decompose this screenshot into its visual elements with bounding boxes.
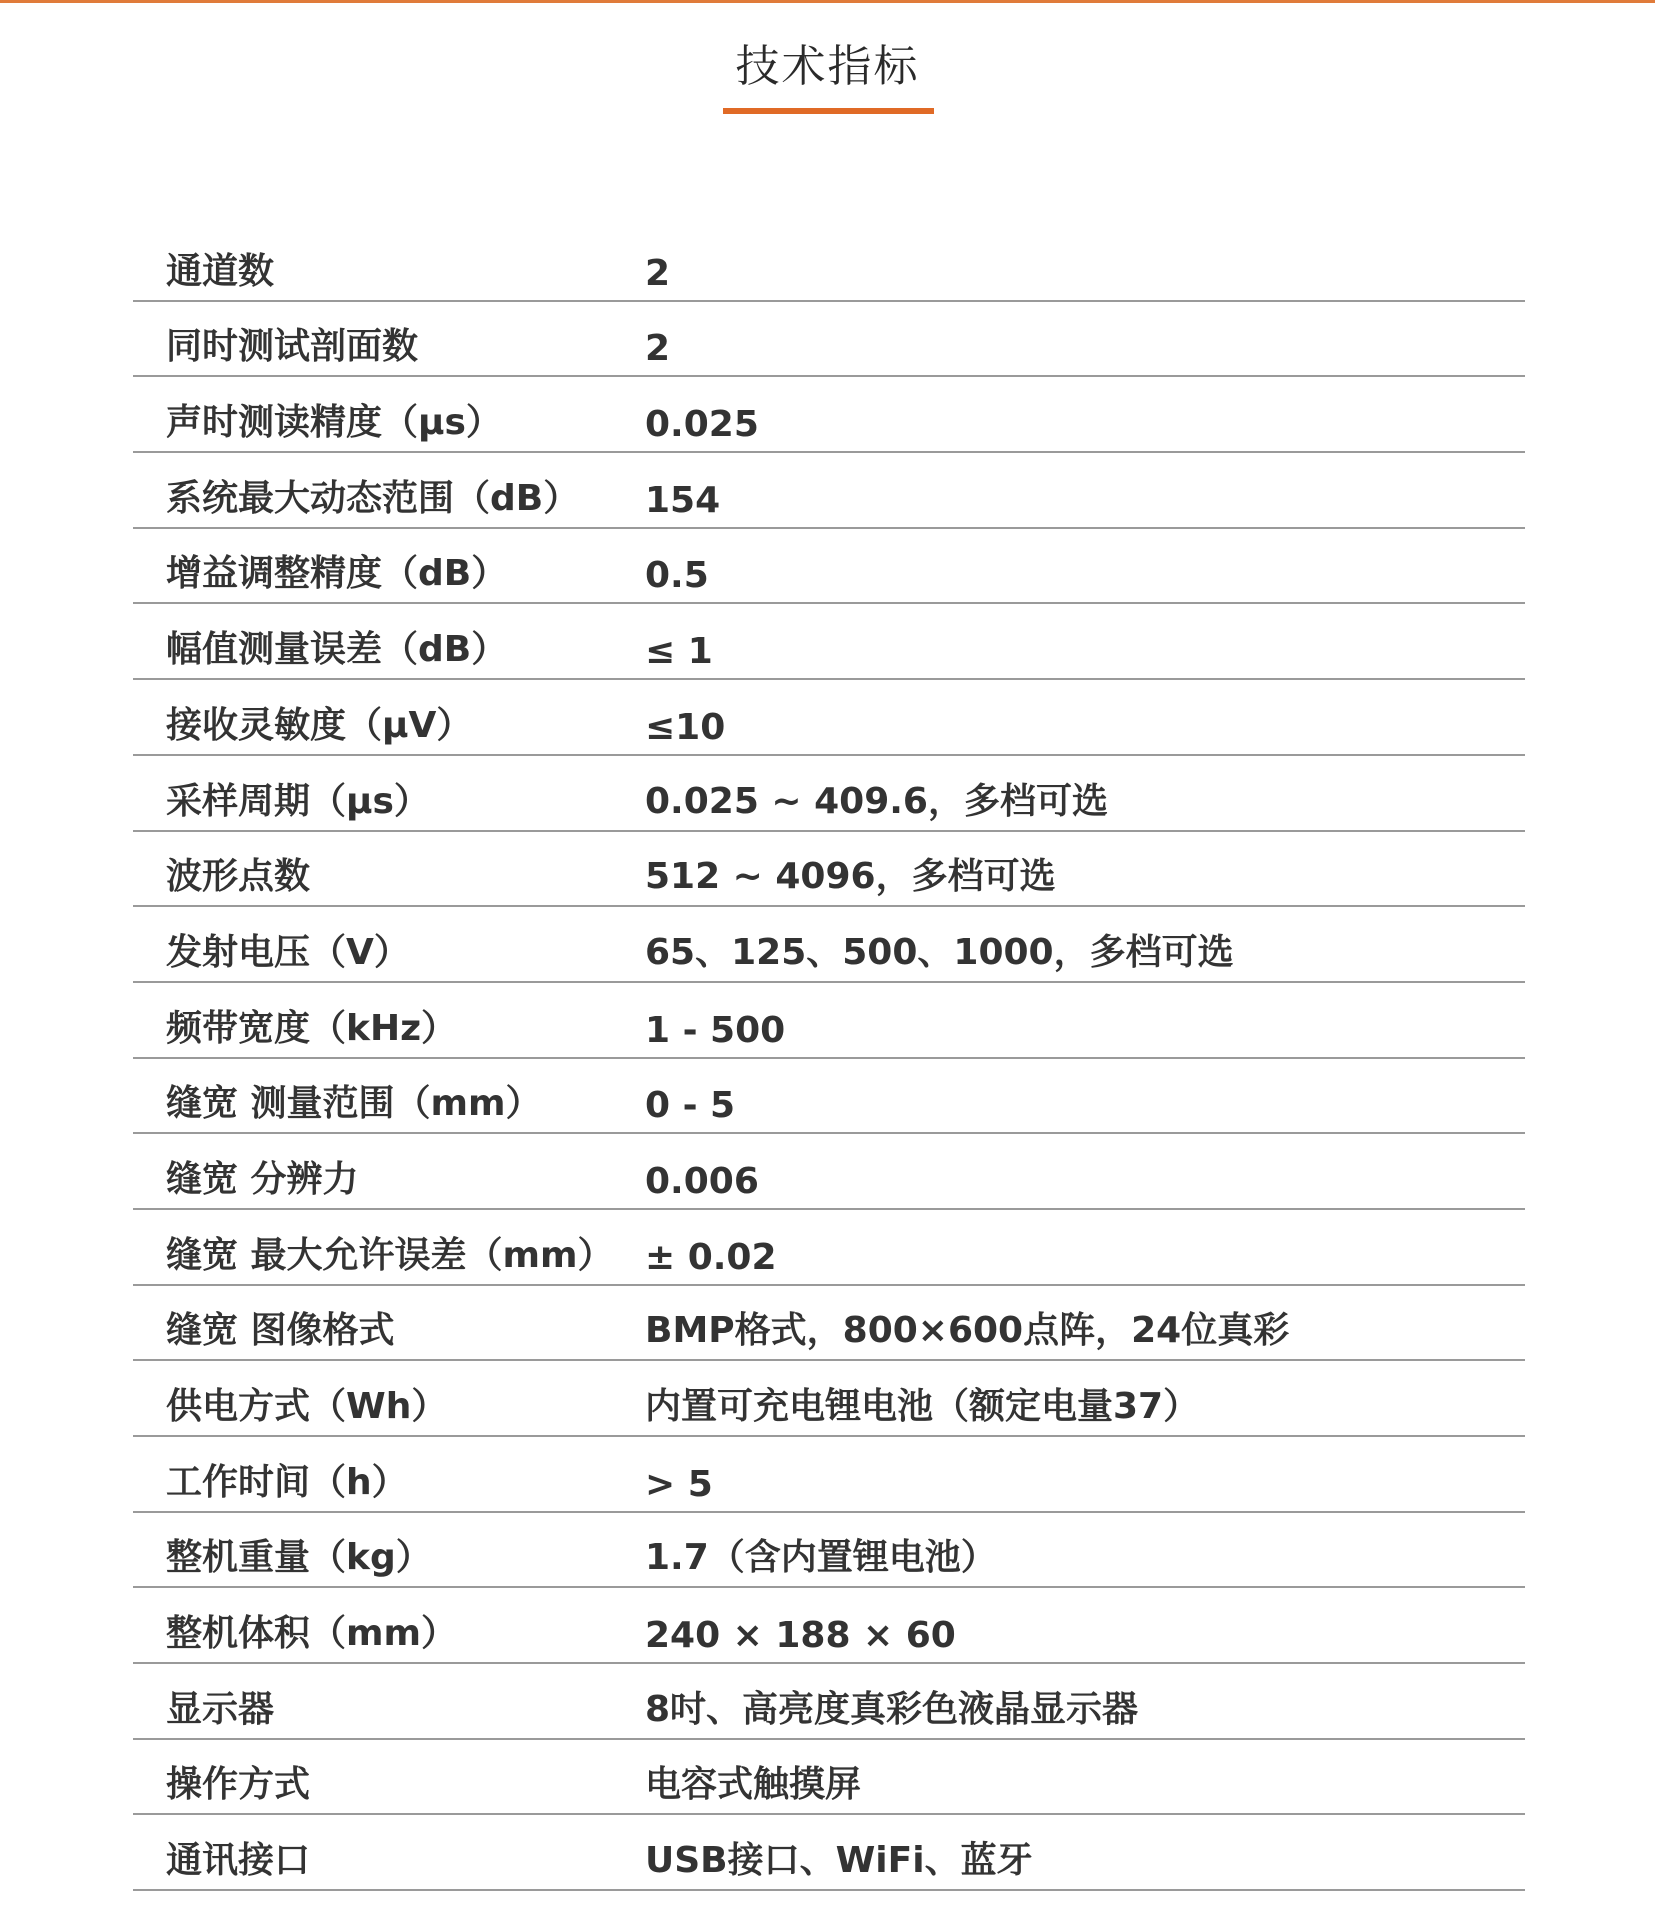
spec-row bbox=[133, 983, 1525, 1059]
spec-value: 0.5 bbox=[645, 555, 709, 597]
top-accent-rule bbox=[0, 0, 1655, 3]
spec-value: 1 - 500 bbox=[645, 1009, 786, 1051]
spec-row bbox=[133, 1210, 1525, 1286]
spec-value: BMP格式，800×600点阵，24位真彩 bbox=[645, 1310, 1290, 1352]
spec-value: 154 bbox=[645, 479, 721, 521]
spec-value: 512 ~ 4096，多档可选 bbox=[645, 856, 1056, 898]
spec-label: 增益调整精度（dB） bbox=[166, 553, 508, 595]
spec-row bbox=[133, 1664, 1525, 1740]
spec-label: 操作方式 bbox=[166, 1764, 311, 1806]
spec-value: USB接口、WiFi、蓝牙 bbox=[645, 1840, 1033, 1882]
spec-row bbox=[133, 832, 1525, 908]
spec-row bbox=[133, 1513, 1525, 1589]
spec-label: 频带宽度（kHz） bbox=[166, 1007, 458, 1049]
spec-row bbox=[133, 907, 1525, 983]
section-title: 技术指标 bbox=[735, 41, 920, 92]
spec-row bbox=[133, 1588, 1525, 1664]
spec-value: ± 0.02 bbox=[645, 1236, 777, 1278]
spec-value: 2 bbox=[645, 328, 671, 370]
title-underline bbox=[723, 108, 934, 114]
spec-label: 通讯接口 bbox=[166, 1840, 311, 1882]
spec-value: 2 bbox=[645, 252, 671, 294]
spec-label: 整机体积（mm） bbox=[166, 1613, 458, 1655]
spec-value: 0 - 5 bbox=[645, 1085, 736, 1127]
spec-label: 幅值测量误差（dB） bbox=[166, 629, 508, 671]
spec-label: 整机重量（kg） bbox=[166, 1537, 432, 1579]
spec-label: 波形点数 bbox=[166, 856, 311, 898]
spec-label: 通道数 bbox=[166, 250, 275, 292]
spec-label: 缝宽 最大允许误差（mm） bbox=[166, 1234, 614, 1276]
spec-value: ≤10 bbox=[645, 706, 726, 748]
spec-table bbox=[133, 226, 1525, 1891]
spec-row bbox=[133, 377, 1525, 453]
spec-row bbox=[133, 453, 1525, 529]
spec-row bbox=[133, 1361, 1525, 1437]
spec-value: > 5 bbox=[645, 1463, 713, 1505]
spec-row bbox=[133, 226, 1525, 302]
spec-label: 缝宽 图像格式 bbox=[166, 1310, 395, 1352]
spec-value: ≤ 1 bbox=[645, 631, 713, 673]
spec-row bbox=[133, 302, 1525, 378]
spec-label: 接收灵敏度（μV） bbox=[166, 704, 473, 746]
spec-row bbox=[133, 756, 1525, 832]
spec-value: 0.006 bbox=[645, 1160, 759, 1202]
spec-row bbox=[133, 680, 1525, 756]
spec-label: 供电方式（Wh） bbox=[166, 1386, 448, 1427]
spec-label: 发射电压（V） bbox=[166, 931, 410, 973]
spec-row bbox=[133, 1740, 1525, 1816]
spec-value: 0.025 ~ 409.6，多档可选 bbox=[645, 780, 1108, 822]
spec-row bbox=[133, 1286, 1525, 1362]
spec-value: 240 × 188 × 60 bbox=[645, 1615, 956, 1657]
spec-label: 采样周期（μs） bbox=[166, 780, 430, 822]
spec-value: 65、125、500、1000，多档可选 bbox=[645, 931, 1234, 973]
spec-value: 电容式触摸屏 bbox=[645, 1764, 862, 1806]
spec-row bbox=[133, 529, 1525, 605]
spec-label: 工作时间（h） bbox=[166, 1461, 408, 1503]
spec-label: 显示器 bbox=[166, 1688, 275, 1730]
spec-row bbox=[133, 1134, 1525, 1210]
spec-row bbox=[133, 1437, 1525, 1513]
spec-value: 8吋、高亮度真彩色液晶显示器 bbox=[645, 1688, 1139, 1730]
spec-label: 缝宽 测量范围（mm） bbox=[166, 1083, 542, 1125]
spec-row bbox=[133, 604, 1525, 680]
spec-value: 1.7（含内置锂电池） bbox=[645, 1537, 997, 1579]
spec-label: 系统最大动态范围（dB） bbox=[166, 477, 580, 519]
spec-label: 声时测读精度（μs） bbox=[166, 402, 502, 444]
spec-row bbox=[133, 1059, 1525, 1135]
spec-row bbox=[133, 1815, 1525, 1891]
spec-label: 同时测试剖面数 bbox=[166, 326, 419, 368]
spec-value: 内置可充电锂电池（额定电量37） bbox=[645, 1386, 1200, 1427]
spec-value: 0.025 bbox=[645, 404, 759, 446]
spec-label: 缝宽 分辨力 bbox=[166, 1158, 359, 1200]
